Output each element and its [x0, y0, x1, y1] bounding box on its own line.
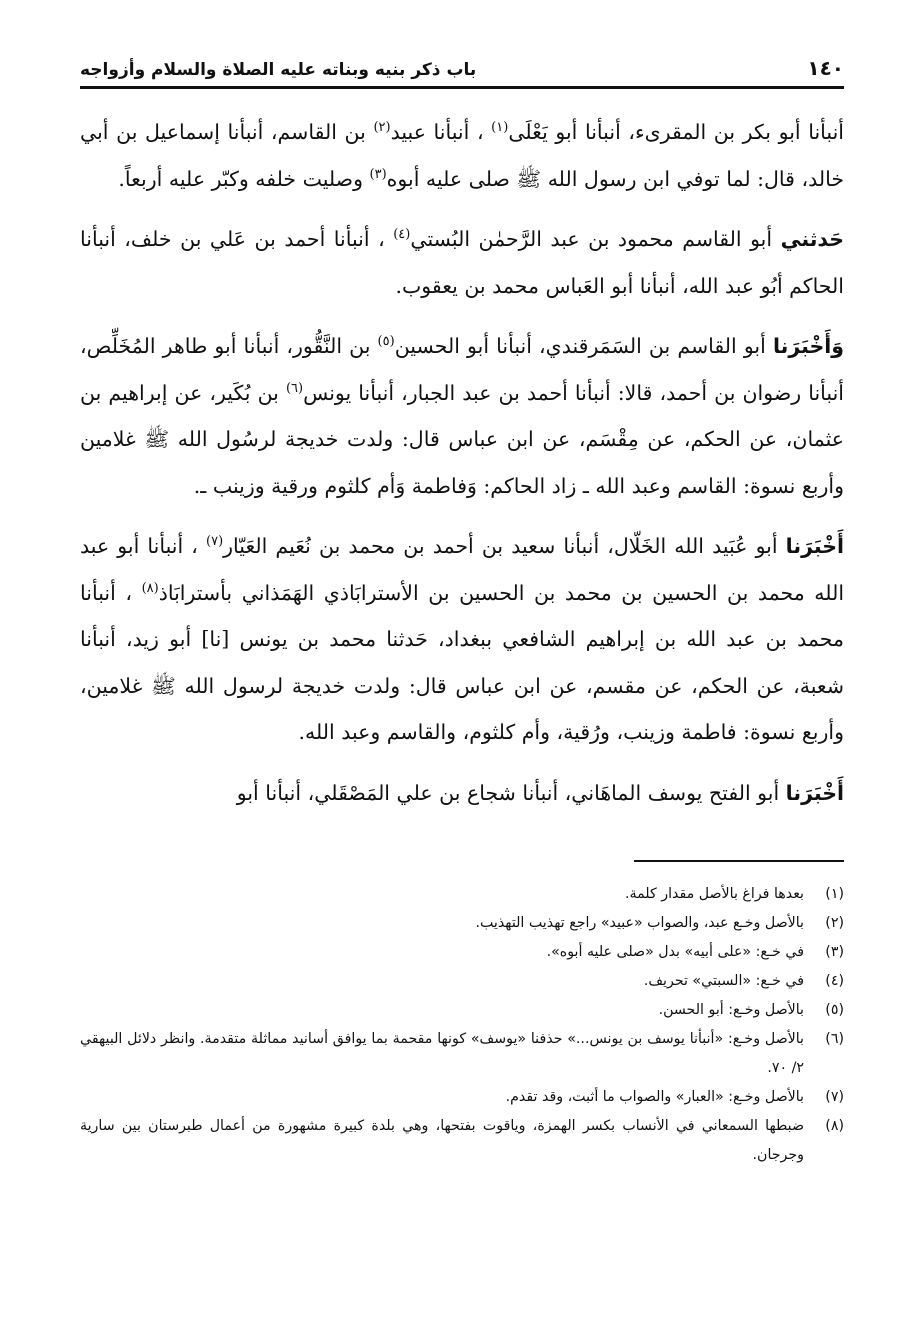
paragraph	[80, 109, 844, 202]
paragraph-text: بن النَّقُّور، أنبأنا أبو طاهر المُخَلِّص، أنبأنا رضوان بن أحمد، قالا: أنبأنا أحمد بن عبد الجبار، أنبأنا يونس	[80, 334, 844, 405]
paragraph-text: ، أنبأنا أحمد بن عَلي بن خلف، أنبأنا الحاكم أبُو عبد الله، أنبأنا أبو العَباس محمد بن يعقوب.	[80, 227, 844, 298]
footnote-number: (١)	[825, 885, 844, 902]
paragraph	[80, 770, 844, 817]
paragraph-text: ، أنبأنا أبو عبد الله محمد بن الحسين بن محمد بن الحسين بن الأسترابَاذي الهَمَذاني بأسترابَاذ	[80, 534, 845, 605]
footnote-text: بالأصل وخـع: أبو الحسن.	[658, 1001, 804, 1018]
footnote-text: بعدها فراغ بالأصل مقدار كلمة.	[624, 885, 804, 902]
paragraph-text: بن القاسم، أنبأنا إسماعيل بن أبي خالد، قال: لما توفي ابن رسول الله ﷺ صلى عليه أبوه	[80, 120, 844, 191]
paragraph-text: أبو القاسم محمود بن عبد الرَّحمٰن البُستي	[410, 227, 781, 251]
footnote-reference: (٣)	[369, 166, 387, 182]
paragraph-text: أبو القاسم بن السَمَرقندي، أنبأنا أبو الحسين	[394, 334, 773, 358]
paragraph-text: أبو عُبَيد الله الخَلّال، أنبأنا سعيد بن أحمد بن محمد بن نُعَيم العَيّار	[223, 534, 786, 558]
footnote	[80, 909, 844, 938]
paragraph	[80, 323, 844, 509]
paragraph-text: ، أنبأنا محمد بن عبد الله بن إبراهيم الشافعي ببغداد، حَدثنا محمد بن يونس [نا] أبو زيد، أنبأنا شعبة، عن الحكم، عن مقسم، عن ابن عباس قال: ولدت خديجة لرسول الله ﷺ غلامين، وأربع نسوة: فاطمة وزينب، ورُقية، وأم كلثوم، والقاسم وعبد الله.	[80, 580, 844, 744]
footnote-separator	[634, 860, 844, 862]
footnote-text: بالأصل وخـع عبد، والصواب «عبيد» راجع تهذيب التهذيب.	[475, 914, 804, 931]
footnote-reference: (٤)	[393, 227, 411, 243]
footnote-reference: (٨)	[141, 580, 159, 596]
book-page	[80, 40, 844, 1170]
main-text	[80, 109, 844, 816]
footnote-text: في خـع: «السبتي» تحريف.	[643, 972, 804, 989]
running-header	[80, 40, 844, 86]
page-number: ١٤٠	[807, 56, 844, 80]
paragraph	[80, 216, 844, 309]
paragraph-text: أبو الفتح يوسف الماهَاني، أنبأنا شجاع بن علي المَصْقَلي، أنبأنا أبو	[236, 780, 786, 805]
footnote-text: في خـع: «على أبيه» بدل «صلى عليه أبوه».	[546, 943, 804, 960]
paragraph-lead-word: وَأَخْبَرَنا	[772, 334, 844, 358]
footnote-number: (٦)	[825, 1030, 844, 1047]
footnote-number: (٥)	[825, 1001, 844, 1018]
footnote-reference: (٦)	[285, 380, 304, 396]
footnote-reference: (٢)	[373, 120, 391, 136]
footnotes	[80, 880, 844, 1170]
paragraph-lead-word: حَدثني	[780, 227, 845, 251]
footnote	[80, 1025, 844, 1083]
paragraph-lead-word: أَخْبَرَنا	[785, 780, 844, 805]
footnote-reference: (١)	[491, 120, 509, 136]
footnote-number: (٢)	[825, 914, 844, 931]
paragraph-text: ، أنبأنا عبيد	[390, 120, 492, 144]
header-rule	[80, 86, 844, 89]
paragraph	[80, 523, 844, 756]
footnote-text: بالأصل وخـع: «العبار» والصواب ما أثبت، وقد تقدم.	[505, 1088, 804, 1105]
chapter-title: باب ذكر بنيه وبناته عليه الصلاة والسلام وأزواجه	[80, 60, 477, 80]
footnote-number: (٨)	[825, 1117, 844, 1134]
footnote-text: ضبطها السمعاني في الأنساب بكسر الهمزة، وياقوت بفتحها، وهي بلدة كبيرة مشهورة من أعمال طبرستان بين سارية وجرجان.	[80, 1117, 804, 1163]
paragraph-text: بن بُكَير، عن إبراهيم بن عثمان، عن الحكم، عن مِقْسَم، عن ابن عباس قال: ولدت خديجة لرسُول الله ﷺ غلامين وأربع نسوة: القاسم وعبد الله ـ زاد الحاكم: وَفاطمة وَأم كلثوم ورقية وزينب ـ.	[80, 380, 844, 498]
paragraph-lead-word: أَخْبَرَنا	[785, 534, 844, 558]
footnote	[80, 1083, 844, 1112]
footnote-number: (٣)	[825, 943, 844, 960]
footnote-text: بالأصل وخـع: «أنبأنا يوسف بن يونس...» حذفنا «يوسف» كونها مقحمة بما يوافق أسانيد مماثلة متقدمة. وانظر دلائل البيهقي ٢/ ٧٠.	[80, 1030, 804, 1076]
footnote	[80, 967, 844, 996]
footnote-number: (٤)	[825, 972, 844, 989]
footnote	[80, 1112, 844, 1170]
footnote	[80, 996, 844, 1025]
footnote-reference: (٧)	[206, 534, 224, 550]
paragraph-text: أنبأنا أبو بكر بن المقرىء، أنبأنا أبو يَعْلَى	[508, 120, 844, 144]
footnote	[80, 938, 844, 967]
footnote-reference: (٥)	[377, 334, 395, 350]
footnote-number: (٧)	[825, 1088, 844, 1105]
paragraph-text: وصليت خلفه وكبّر عليه أربعاً.	[118, 166, 370, 191]
footnote	[80, 880, 844, 909]
